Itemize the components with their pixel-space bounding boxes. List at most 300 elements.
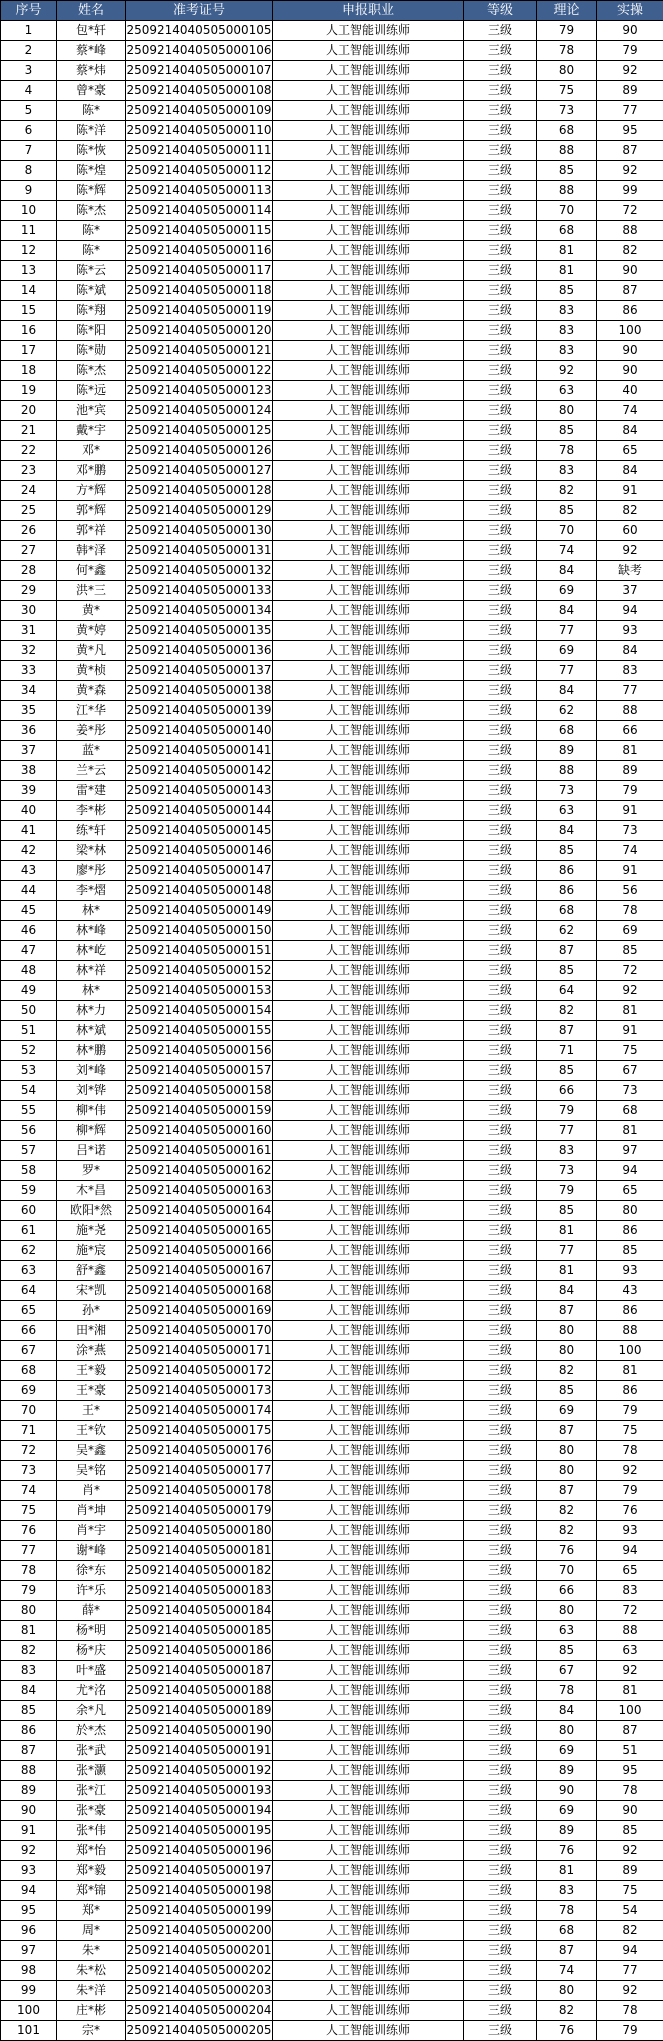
- header-cell-name: 姓名: [57, 1, 126, 21]
- occupation-cell: 人工智能训练师: [273, 201, 464, 221]
- occupation-cell: 人工智能训练师: [273, 221, 464, 241]
- level-cell: 三级: [464, 621, 537, 641]
- table-row: [1, 1241, 663, 1261]
- practice-cell: 81: [597, 1681, 663, 1701]
- table-row: [1, 1021, 663, 1041]
- seq-cell: 48: [1, 961, 57, 981]
- exam-id-cell: 2509214040505000143: [126, 781, 273, 801]
- exam-id-cell: 2509214040505000107: [126, 61, 273, 81]
- occupation-cell: 人工智能训练师: [273, 1101, 464, 1121]
- header-cell-occupation: 申报职业: [273, 1, 464, 21]
- seq-cell: 55: [1, 1101, 57, 1121]
- seq-cell: 100: [1, 2001, 57, 2021]
- seq-cell: 10: [1, 201, 57, 221]
- seq-cell: 20: [1, 401, 57, 421]
- level-cell: 三级: [464, 1901, 537, 1921]
- seq-cell: 83: [1, 1661, 57, 1681]
- occupation-cell: 人工智能训练师: [273, 821, 464, 841]
- practice-cell: 97: [597, 1141, 663, 1161]
- theory-cell: 63: [537, 801, 597, 821]
- occupation-cell: 人工智能训练师: [273, 581, 464, 601]
- name-cell: 练*轩: [57, 821, 126, 841]
- occupation-cell: 人工智能训练师: [273, 1161, 464, 1181]
- level-cell: 三级: [464, 1841, 537, 1861]
- level-cell: 三级: [464, 1301, 537, 1321]
- practice-cell: 88: [597, 221, 663, 241]
- table-row: [1, 1381, 663, 1401]
- table-row: [1, 1901, 663, 1921]
- seq-cell: 54: [1, 1081, 57, 1101]
- name-cell: 王*: [57, 1401, 126, 1421]
- seq-cell: 75: [1, 1501, 57, 1521]
- exam-id-cell: 2509214040505000109: [126, 101, 273, 121]
- practice-cell: 54: [597, 1901, 663, 1921]
- seq-cell: 84: [1, 1681, 57, 1701]
- name-cell: 黄*婷: [57, 621, 126, 641]
- occupation-cell: 人工智能训练师: [273, 1941, 464, 1961]
- seq-cell: 33: [1, 661, 57, 681]
- level-cell: 三级: [464, 641, 537, 661]
- seq-cell: 93: [1, 1861, 57, 1881]
- exam-id-cell: 2509214040505000179: [126, 1501, 273, 1521]
- exam-id-cell: 2509214040505000146: [126, 841, 273, 861]
- practice-cell: 76: [597, 1501, 663, 1521]
- exam-id-cell: 2509214040505000112: [126, 161, 273, 181]
- practice-cell: 72: [597, 1601, 663, 1621]
- occupation-cell: 人工智能训练师: [273, 1981, 464, 2001]
- practice-cell: 84: [597, 421, 663, 441]
- seq-cell: 11: [1, 221, 57, 241]
- seq-cell: 56: [1, 1121, 57, 1141]
- practice-cell: 82: [597, 501, 663, 521]
- theory-cell: 75: [537, 81, 597, 101]
- level-cell: 三级: [464, 1221, 537, 1241]
- name-cell: 陈*翔: [57, 301, 126, 321]
- exam-id-cell: 2509214040505000141: [126, 741, 273, 761]
- theory-cell: 78: [537, 1681, 597, 1701]
- header-cell-practice: 实操: [597, 1, 663, 21]
- name-cell: 邓*: [57, 441, 126, 461]
- practice-cell: 92: [597, 161, 663, 181]
- theory-cell: 85: [537, 161, 597, 181]
- name-cell: 黄*森: [57, 681, 126, 701]
- exam-id-cell: 2509214040505000181: [126, 1541, 273, 1561]
- level-cell: 三级: [464, 341, 537, 361]
- theory-cell: 68: [537, 901, 597, 921]
- name-cell: 蓝*: [57, 741, 126, 761]
- exam-id-cell: 2509214040505000163: [126, 1181, 273, 1201]
- exam-id-cell: 2509214040505000128: [126, 481, 273, 501]
- exam-id-cell: 2509214040505000125: [126, 421, 273, 441]
- occupation-cell: 人工智能训练师: [273, 1681, 464, 1701]
- practice-cell: 90: [597, 341, 663, 361]
- seq-cell: 96: [1, 1921, 57, 1941]
- level-cell: 三级: [464, 61, 537, 81]
- name-cell: 雷*建: [57, 781, 126, 801]
- theory-cell: 88: [537, 181, 597, 201]
- level-cell: 三级: [464, 1821, 537, 1841]
- theory-cell: 66: [537, 1081, 597, 1101]
- occupation-cell: 人工智能训练师: [273, 641, 464, 661]
- occupation-cell: 人工智能训练师: [273, 841, 464, 861]
- seq-cell: 42: [1, 841, 57, 861]
- table-row: [1, 1921, 663, 1941]
- name-cell: 欧阳*然: [57, 1201, 126, 1221]
- name-cell: 戴*宇: [57, 421, 126, 441]
- exam-id-cell: 2509214040505000134: [126, 601, 273, 621]
- table-row: [1, 381, 663, 401]
- theory-cell: 69: [537, 1801, 597, 1821]
- seq-cell: 77: [1, 1541, 57, 1561]
- name-cell: 郑*怡: [57, 1841, 126, 1861]
- practice-cell: 100: [597, 321, 663, 341]
- exam-id-cell: 2509214040505000152: [126, 961, 273, 981]
- occupation-cell: 人工智能训练师: [273, 1241, 464, 1261]
- theory-cell: 69: [537, 1741, 597, 1761]
- theory-cell: 84: [537, 601, 597, 621]
- exam-id-cell: 2509214040505000197: [126, 1861, 273, 1881]
- seq-cell: 50: [1, 1001, 57, 1021]
- level-cell: 三级: [464, 1121, 537, 1141]
- name-cell: 张*伟: [57, 1821, 126, 1841]
- seq-cell: 47: [1, 941, 57, 961]
- seq-cell: 25: [1, 501, 57, 521]
- level-cell: 三级: [464, 1701, 537, 1721]
- exam-id-cell: 2509214040505000196: [126, 1841, 273, 1861]
- table-row: [1, 1781, 663, 1801]
- level-cell: 三级: [464, 261, 537, 281]
- exam-id-cell: 2509214040505000169: [126, 1301, 273, 1321]
- table-row: [1, 1201, 663, 1221]
- name-cell: 陈*: [57, 221, 126, 241]
- seq-cell: 58: [1, 1161, 57, 1181]
- occupation-cell: 人工智能训练师: [273, 1041, 464, 1061]
- name-cell: 李*彬: [57, 801, 126, 821]
- practice-cell: 40: [597, 381, 663, 401]
- theory-cell: 69: [537, 581, 597, 601]
- table-row: [1, 1161, 663, 1181]
- name-cell: 林*峰: [57, 921, 126, 941]
- table-row: [1, 401, 663, 421]
- seq-cell: 23: [1, 461, 57, 481]
- seq-cell: 81: [1, 1621, 57, 1641]
- name-cell: 朱*: [57, 1941, 126, 1961]
- level-cell: 三级: [464, 1061, 537, 1081]
- occupation-cell: 人工智能训练师: [273, 961, 464, 981]
- table-row: [1, 1741, 663, 1761]
- occupation-cell: 人工智能训练师: [273, 481, 464, 501]
- name-cell: 林*: [57, 981, 126, 1001]
- name-cell: 郑*锦: [57, 1881, 126, 1901]
- theory-cell: 85: [537, 841, 597, 861]
- exam-id-cell: 2509214040505000198: [126, 1881, 273, 1901]
- level-cell: 三级: [464, 281, 537, 301]
- seq-cell: 41: [1, 821, 57, 841]
- level-cell: 三级: [464, 81, 537, 101]
- theory-cell: 81: [537, 261, 597, 281]
- name-cell: 刘*峰: [57, 1061, 126, 1081]
- practice-cell: 74: [597, 401, 663, 421]
- exam-id-cell: 2509214040505000172: [126, 1361, 273, 1381]
- occupation-cell: 人工智能训练师: [273, 461, 464, 481]
- name-cell: 杨*明: [57, 1621, 126, 1641]
- theory-cell: 77: [537, 661, 597, 681]
- level-cell: 三级: [464, 861, 537, 881]
- table-row: [1, 421, 663, 441]
- name-cell: 池*宾: [57, 401, 126, 421]
- exam-id-cell: 2509214040505000186: [126, 1641, 273, 1661]
- occupation-cell: 人工智能训练师: [273, 601, 464, 621]
- seq-cell: 85: [1, 1701, 57, 1721]
- occupation-cell: 人工智能训练师: [273, 1121, 464, 1141]
- name-cell: 邓*鹏: [57, 461, 126, 481]
- exam-id-cell: 2509214040505000119: [126, 301, 273, 321]
- seq-cell: 94: [1, 1881, 57, 1901]
- practice-cell: 94: [597, 601, 663, 621]
- table-row: [1, 521, 663, 541]
- level-cell: 三级: [464, 321, 537, 341]
- level-cell: 三级: [464, 101, 537, 121]
- name-cell: 周*: [57, 1921, 126, 1941]
- name-cell: 张*武: [57, 1741, 126, 1761]
- name-cell: 黄*桢: [57, 661, 126, 681]
- name-cell: 陈*斌: [57, 281, 126, 301]
- practice-cell: 94: [597, 1161, 663, 1181]
- practice-cell: 85: [597, 941, 663, 961]
- exam-id-cell: 2509214040505000194: [126, 1801, 273, 1821]
- level-cell: 三级: [464, 421, 537, 441]
- exam-id-cell: 2509214040505000188: [126, 1681, 273, 1701]
- level-cell: 三级: [464, 1261, 537, 1281]
- table-row: [1, 961, 663, 981]
- practice-cell: 90: [597, 361, 663, 381]
- occupation-cell: 人工智能训练师: [273, 761, 464, 781]
- seq-cell: 78: [1, 1561, 57, 1581]
- theory-cell: 62: [537, 701, 597, 721]
- seq-cell: 73: [1, 1461, 57, 1481]
- level-cell: 三级: [464, 1801, 537, 1821]
- seq-cell: 61: [1, 1221, 57, 1241]
- table-row: [1, 1401, 663, 1421]
- level-cell: 三级: [464, 781, 537, 801]
- name-cell: 涂*燕: [57, 1341, 126, 1361]
- exam-id-cell: 2509214040505000159: [126, 1101, 273, 1121]
- occupation-cell: 人工智能训练师: [273, 401, 464, 421]
- seq-cell: 101: [1, 2021, 57, 2041]
- theory-cell: 82: [537, 1361, 597, 1381]
- exam-id-cell: 2509214040505000178: [126, 1481, 273, 1501]
- level-cell: 三级: [464, 141, 537, 161]
- name-cell: 郭*祥: [57, 521, 126, 541]
- level-cell: 三级: [464, 661, 537, 681]
- theory-cell: 82: [537, 481, 597, 501]
- practice-cell: 69: [597, 921, 663, 941]
- occupation-cell: 人工智能训练师: [273, 1081, 464, 1101]
- name-cell: 陈*煌: [57, 161, 126, 181]
- level-cell: 三级: [464, 541, 537, 561]
- name-cell: 吴*铭: [57, 1461, 126, 1481]
- level-cell: 三级: [464, 981, 537, 1001]
- theory-cell: 68: [537, 121, 597, 141]
- name-cell: 张*江: [57, 1781, 126, 1801]
- seq-cell: 22: [1, 441, 57, 461]
- theory-cell: 83: [537, 301, 597, 321]
- theory-cell: 76: [537, 1541, 597, 1561]
- table-row: [1, 701, 663, 721]
- level-cell: 三级: [464, 1161, 537, 1181]
- exam-id-cell: 2509214040505000127: [126, 461, 273, 481]
- name-cell: 庄*彬: [57, 2001, 126, 2021]
- theory-cell: 81: [537, 1861, 597, 1881]
- exam-id-cell: 2509214040505000105: [126, 21, 273, 41]
- level-cell: 三级: [464, 381, 537, 401]
- exam-id-cell: 2509214040505000203: [126, 1981, 273, 2001]
- practice-cell: 81: [597, 741, 663, 761]
- seq-cell: 86: [1, 1721, 57, 1741]
- table-row: [1, 201, 663, 221]
- theory-cell: 82: [537, 1501, 597, 1521]
- seq-cell: 97: [1, 1941, 57, 1961]
- level-cell: 三级: [464, 2001, 537, 2021]
- table-row: [1, 2001, 663, 2021]
- theory-cell: 81: [537, 241, 597, 261]
- table-row: [1, 721, 663, 741]
- theory-cell: 80: [537, 1601, 597, 1621]
- exam-id-cell: 2509214040505000133: [126, 581, 273, 601]
- seq-cell: 14: [1, 281, 57, 301]
- level-cell: 三级: [464, 201, 537, 221]
- table-row: [1, 2021, 663, 2041]
- table-row: [1, 1301, 663, 1321]
- theory-cell: 73: [537, 1161, 597, 1181]
- level-cell: 三级: [464, 1461, 537, 1481]
- exam-id-cell: 2509214040505000174: [126, 1401, 273, 1421]
- theory-cell: 63: [537, 1621, 597, 1641]
- occupation-cell: 人工智能训练师: [273, 1961, 464, 1981]
- level-cell: 三级: [464, 521, 537, 541]
- name-cell: 林*祥: [57, 961, 126, 981]
- practice-cell: 95: [597, 121, 663, 141]
- practice-cell: 73: [597, 1081, 663, 1101]
- header-row: [1, 1, 663, 21]
- occupation-cell: 人工智能训练师: [273, 1621, 464, 1641]
- name-cell: 徐*东: [57, 1561, 126, 1581]
- theory-cell: 62: [537, 921, 597, 941]
- level-cell: 三级: [464, 1361, 537, 1381]
- occupation-cell: 人工智能训练师: [273, 1321, 464, 1341]
- theory-cell: 85: [537, 281, 597, 301]
- occupation-cell: 人工智能训练师: [273, 21, 464, 41]
- theory-cell: 83: [537, 341, 597, 361]
- exam-id-cell: 2509214040505000137: [126, 661, 273, 681]
- table-row: [1, 181, 663, 201]
- name-cell: 陈*勋: [57, 341, 126, 361]
- seq-cell: 76: [1, 1521, 57, 1541]
- table-row: [1, 821, 663, 841]
- seq-cell: 44: [1, 881, 57, 901]
- seq-cell: 36: [1, 721, 57, 741]
- name-cell: 韩*泽: [57, 541, 126, 561]
- level-cell: 三级: [464, 1101, 537, 1121]
- occupation-cell: 人工智能训练师: [273, 1261, 464, 1281]
- table-row: [1, 641, 663, 661]
- practice-cell: 93: [597, 1261, 663, 1281]
- theory-cell: 80: [537, 1341, 597, 1361]
- name-cell: 吕*诺: [57, 1141, 126, 1161]
- practice-cell: 75: [597, 1421, 663, 1441]
- theory-cell: 73: [537, 101, 597, 121]
- name-cell: 陈*杰: [57, 201, 126, 221]
- name-cell: 宗*: [57, 2021, 126, 2041]
- exam-id-cell: 2509214040505000202: [126, 1961, 273, 1981]
- seq-cell: 90: [1, 1801, 57, 1821]
- exam-id-cell: 2509214040505000120: [126, 321, 273, 341]
- practice-cell: 75: [597, 1041, 663, 1061]
- seq-cell: 46: [1, 921, 57, 941]
- level-cell: 三级: [464, 901, 537, 921]
- practice-cell: 100: [597, 1701, 663, 1721]
- level-cell: 三级: [464, 1861, 537, 1881]
- name-cell: 梁*林: [57, 841, 126, 861]
- name-cell: 何*鑫: [57, 561, 126, 581]
- theory-cell: 77: [537, 1121, 597, 1141]
- seq-cell: 15: [1, 301, 57, 321]
- occupation-cell: 人工智能训练师: [273, 41, 464, 61]
- level-cell: 三级: [464, 881, 537, 901]
- level-cell: 三级: [464, 2021, 537, 2041]
- name-cell: 舒*鑫: [57, 1261, 126, 1281]
- name-cell: 宋*凯: [57, 1281, 126, 1301]
- theory-cell: 85: [537, 421, 597, 441]
- practice-cell: 91: [597, 481, 663, 501]
- theory-cell: 84: [537, 681, 597, 701]
- theory-cell: 78: [537, 441, 597, 461]
- name-cell: 吴*鑫: [57, 1441, 126, 1461]
- exam-id-cell: 2509214040505000158: [126, 1081, 273, 1101]
- seq-cell: 28: [1, 561, 57, 581]
- seq-cell: 79: [1, 1581, 57, 1601]
- name-cell: 曾*豪: [57, 81, 126, 101]
- occupation-cell: 人工智能训练师: [273, 801, 464, 821]
- theory-cell: 79: [537, 1101, 597, 1121]
- level-cell: 三级: [464, 1021, 537, 1041]
- seq-cell: 35: [1, 701, 57, 721]
- table-row: [1, 221, 663, 241]
- level-cell: 三级: [464, 1341, 537, 1361]
- seq-cell: 57: [1, 1141, 57, 1161]
- table-row: [1, 1881, 663, 1901]
- seq-cell: 92: [1, 1841, 57, 1861]
- table-row: [1, 1861, 663, 1881]
- table-row: [1, 1541, 663, 1561]
- exam-id-cell: 2509214040505000166: [126, 1241, 273, 1261]
- table-row: [1, 101, 663, 121]
- table-row: [1, 141, 663, 161]
- seq-cell: 95: [1, 1901, 57, 1921]
- exam-id-cell: 2509214040505000154: [126, 1001, 273, 1021]
- exam-id-cell: 2509214040505000204: [126, 2001, 273, 2021]
- name-cell: 柳*伟: [57, 1101, 126, 1121]
- seq-cell: 7: [1, 141, 57, 161]
- level-cell: 三级: [464, 1481, 537, 1501]
- theory-cell: 80: [537, 401, 597, 421]
- occupation-cell: 人工智能训练师: [273, 501, 464, 521]
- table-row: [1, 1801, 663, 1821]
- practice-cell: 79: [597, 41, 663, 61]
- level-cell: 三级: [464, 361, 537, 381]
- seq-cell: 45: [1, 901, 57, 921]
- theory-cell: 67: [537, 1661, 597, 1681]
